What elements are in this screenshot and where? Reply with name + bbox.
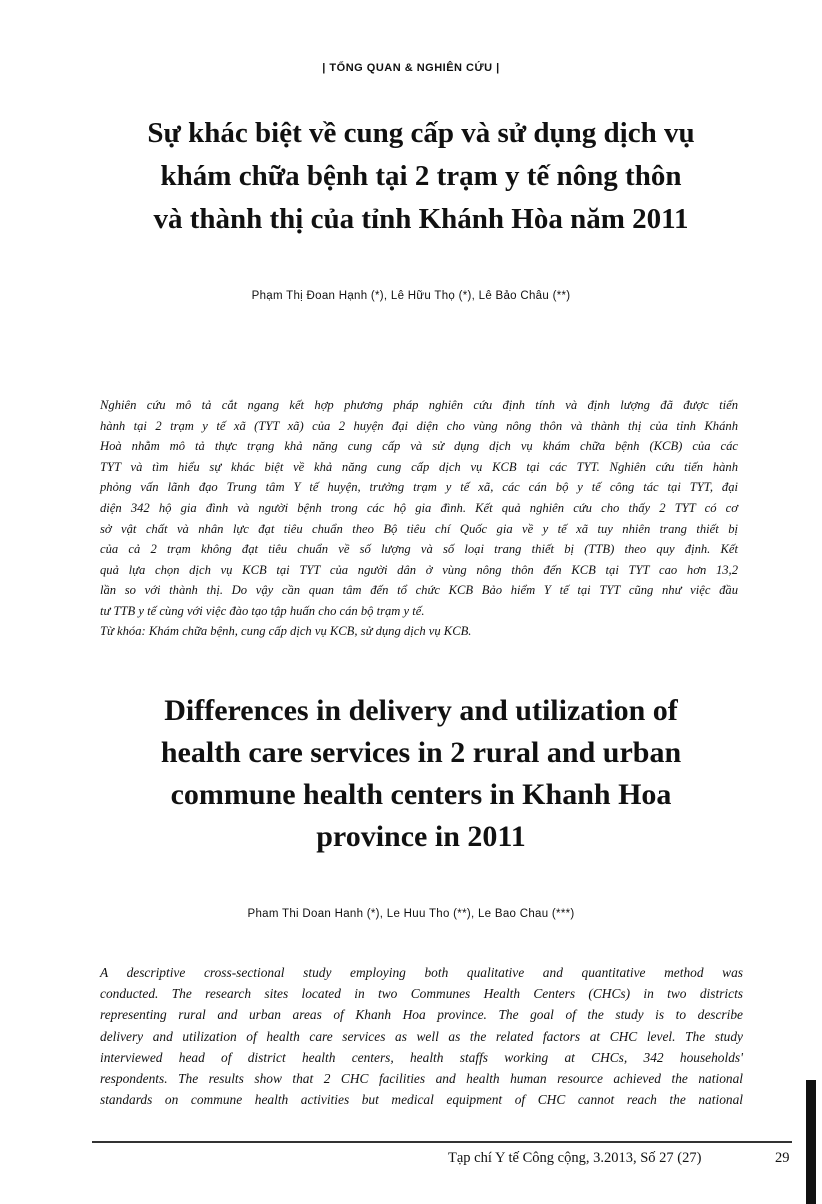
section-header: | TỔNG QUAN & NGHIÊN CỨU |	[322, 62, 500, 74]
abstract-line: phỏng vấn lãnh đạo Trung tâm Y tế huyện, trưởng trạm y tế xã, các cán bộ y tế công tác tại TYT, đại	[100, 480, 738, 495]
title-line: commune health centers in Khanh Hoa	[170, 778, 672, 811]
abstract-line: TYT và tìm hiểu sự khác biệt về khả năng cung cấp dịch vụ KCB tại các TYT. Nghiên cứu tiến hành	[100, 459, 738, 474]
vietnamese-abstract	[100, 395, 738, 622]
abstract-line: delivery and utilization of health care services as well as the related factors at CHC level. The study	[100, 1028, 743, 1044]
title-line: Differences in delivery and utilization of	[164, 694, 678, 727]
abstract-line: tư TTB y tế cùng với việc đào tạo tập huấn cho cán bộ trạm y tế.	[100, 603, 425, 618]
scan-edge-shadow	[806, 1080, 816, 1204]
abstract-line: representing rural and urban areas of Khanh Hoa province. The goal of the study is to describe	[100, 1007, 743, 1023]
abstract-line: Hoà nhằm mô tả thực trạng khả năng cung cấp và sử dụng dịch vụ khám chữa bệnh (KCB) của các	[100, 439, 738, 454]
vietnamese-authors: Phạm Thị Đoan Hạnh (*), Lê Hữu Thọ (*), Lê Bảo Châu (**)	[251, 290, 571, 302]
abstract-line: sở vật chất và nhân lực đạt tiêu chuẩn theo Bộ tiêu chí Quốc gia về y tế xã tuy nhiên trang thiết bị	[100, 521, 738, 536]
page-number: 29	[775, 1150, 790, 1166]
abstract-line: diện 342 hộ gia đình và người bệnh trong các hộ gia đình. Kết quả nghiên cứu cho thấy 2 TYT có cơ	[100, 500, 738, 515]
english-authors: Pham Thi Doan Hanh (*), Le Huu Tho (**), Le Bao Chau (***)	[247, 908, 575, 920]
abstract-line: lần so với thành thị. Do vậy cần quan tâm đến tổ chức KCB Bảo hiểm Y tế tại TYT cũng như việc đầu	[100, 583, 738, 598]
english-abstract	[100, 962, 743, 1110]
abstract-line: A descriptive cross-sectional study employing both qualitative and quantitative method was	[100, 965, 743, 980]
title-line: Sự khác biệt về cung cấp và sử dụng dịch vụ	[147, 117, 695, 149]
vietnamese-title	[60, 112, 782, 241]
title-line: health care services in 2 rural and urban	[160, 736, 682, 769]
abstract-line: conducted. The research sites located in two Communes Health Centers (CHCs) in two districts	[100, 986, 743, 1002]
title-line: và thành thị của tỉnh Khánh Hòa năm 2011	[153, 203, 689, 235]
abstract-line: của cả 2 trạm không đạt tiêu chuẩn về số lượng và số loại trang thiết bị (TTB) theo quy định. Kết	[100, 542, 738, 557]
abstract-line: standards on commune health activities but medical equipment of CHC cannot reach the national	[100, 1092, 743, 1108]
journal-citation: Tạp chí Y tế Công cộng, 3.2013, Số 27 (27)	[448, 1150, 702, 1166]
footer-divider	[92, 1141, 792, 1143]
keywords: Từ khóa: Khám chữa bệnh, cung cấp dịch vụ KCB, sử dụng dịch vụ KCB.	[100, 624, 472, 638]
abstract-line: hành tại 2 trạm y tế xã (TYT xã) của 2 huyện đại diện cho vùng nông thôn và thành thị của tỉnh Khánh	[100, 418, 738, 433]
abstract-line: respondents. The results show that 2 CHC facilities and health human resource achieved the national	[100, 1071, 743, 1087]
title-line: province in 2011	[316, 820, 526, 853]
abstract-line: interviewed head of district health centers, health staffs working at CHCs, 342 households'	[100, 1049, 743, 1065]
abstract-line: Nghiên cứu mô tả cắt ngang kết hợp phương pháp nghiên cứu định tính và định lượng đã được tiến	[100, 398, 738, 412]
english-title	[60, 690, 782, 858]
title-line: khám chữa bệnh tại 2 trạm y tế nông thôn	[160, 160, 682, 192]
abstract-line: quả lựa chọn dịch vụ KCB tại TYT của người dân ở vùng nông thôn đến KCB tại TYT cao hơn 13,2	[100, 562, 738, 577]
